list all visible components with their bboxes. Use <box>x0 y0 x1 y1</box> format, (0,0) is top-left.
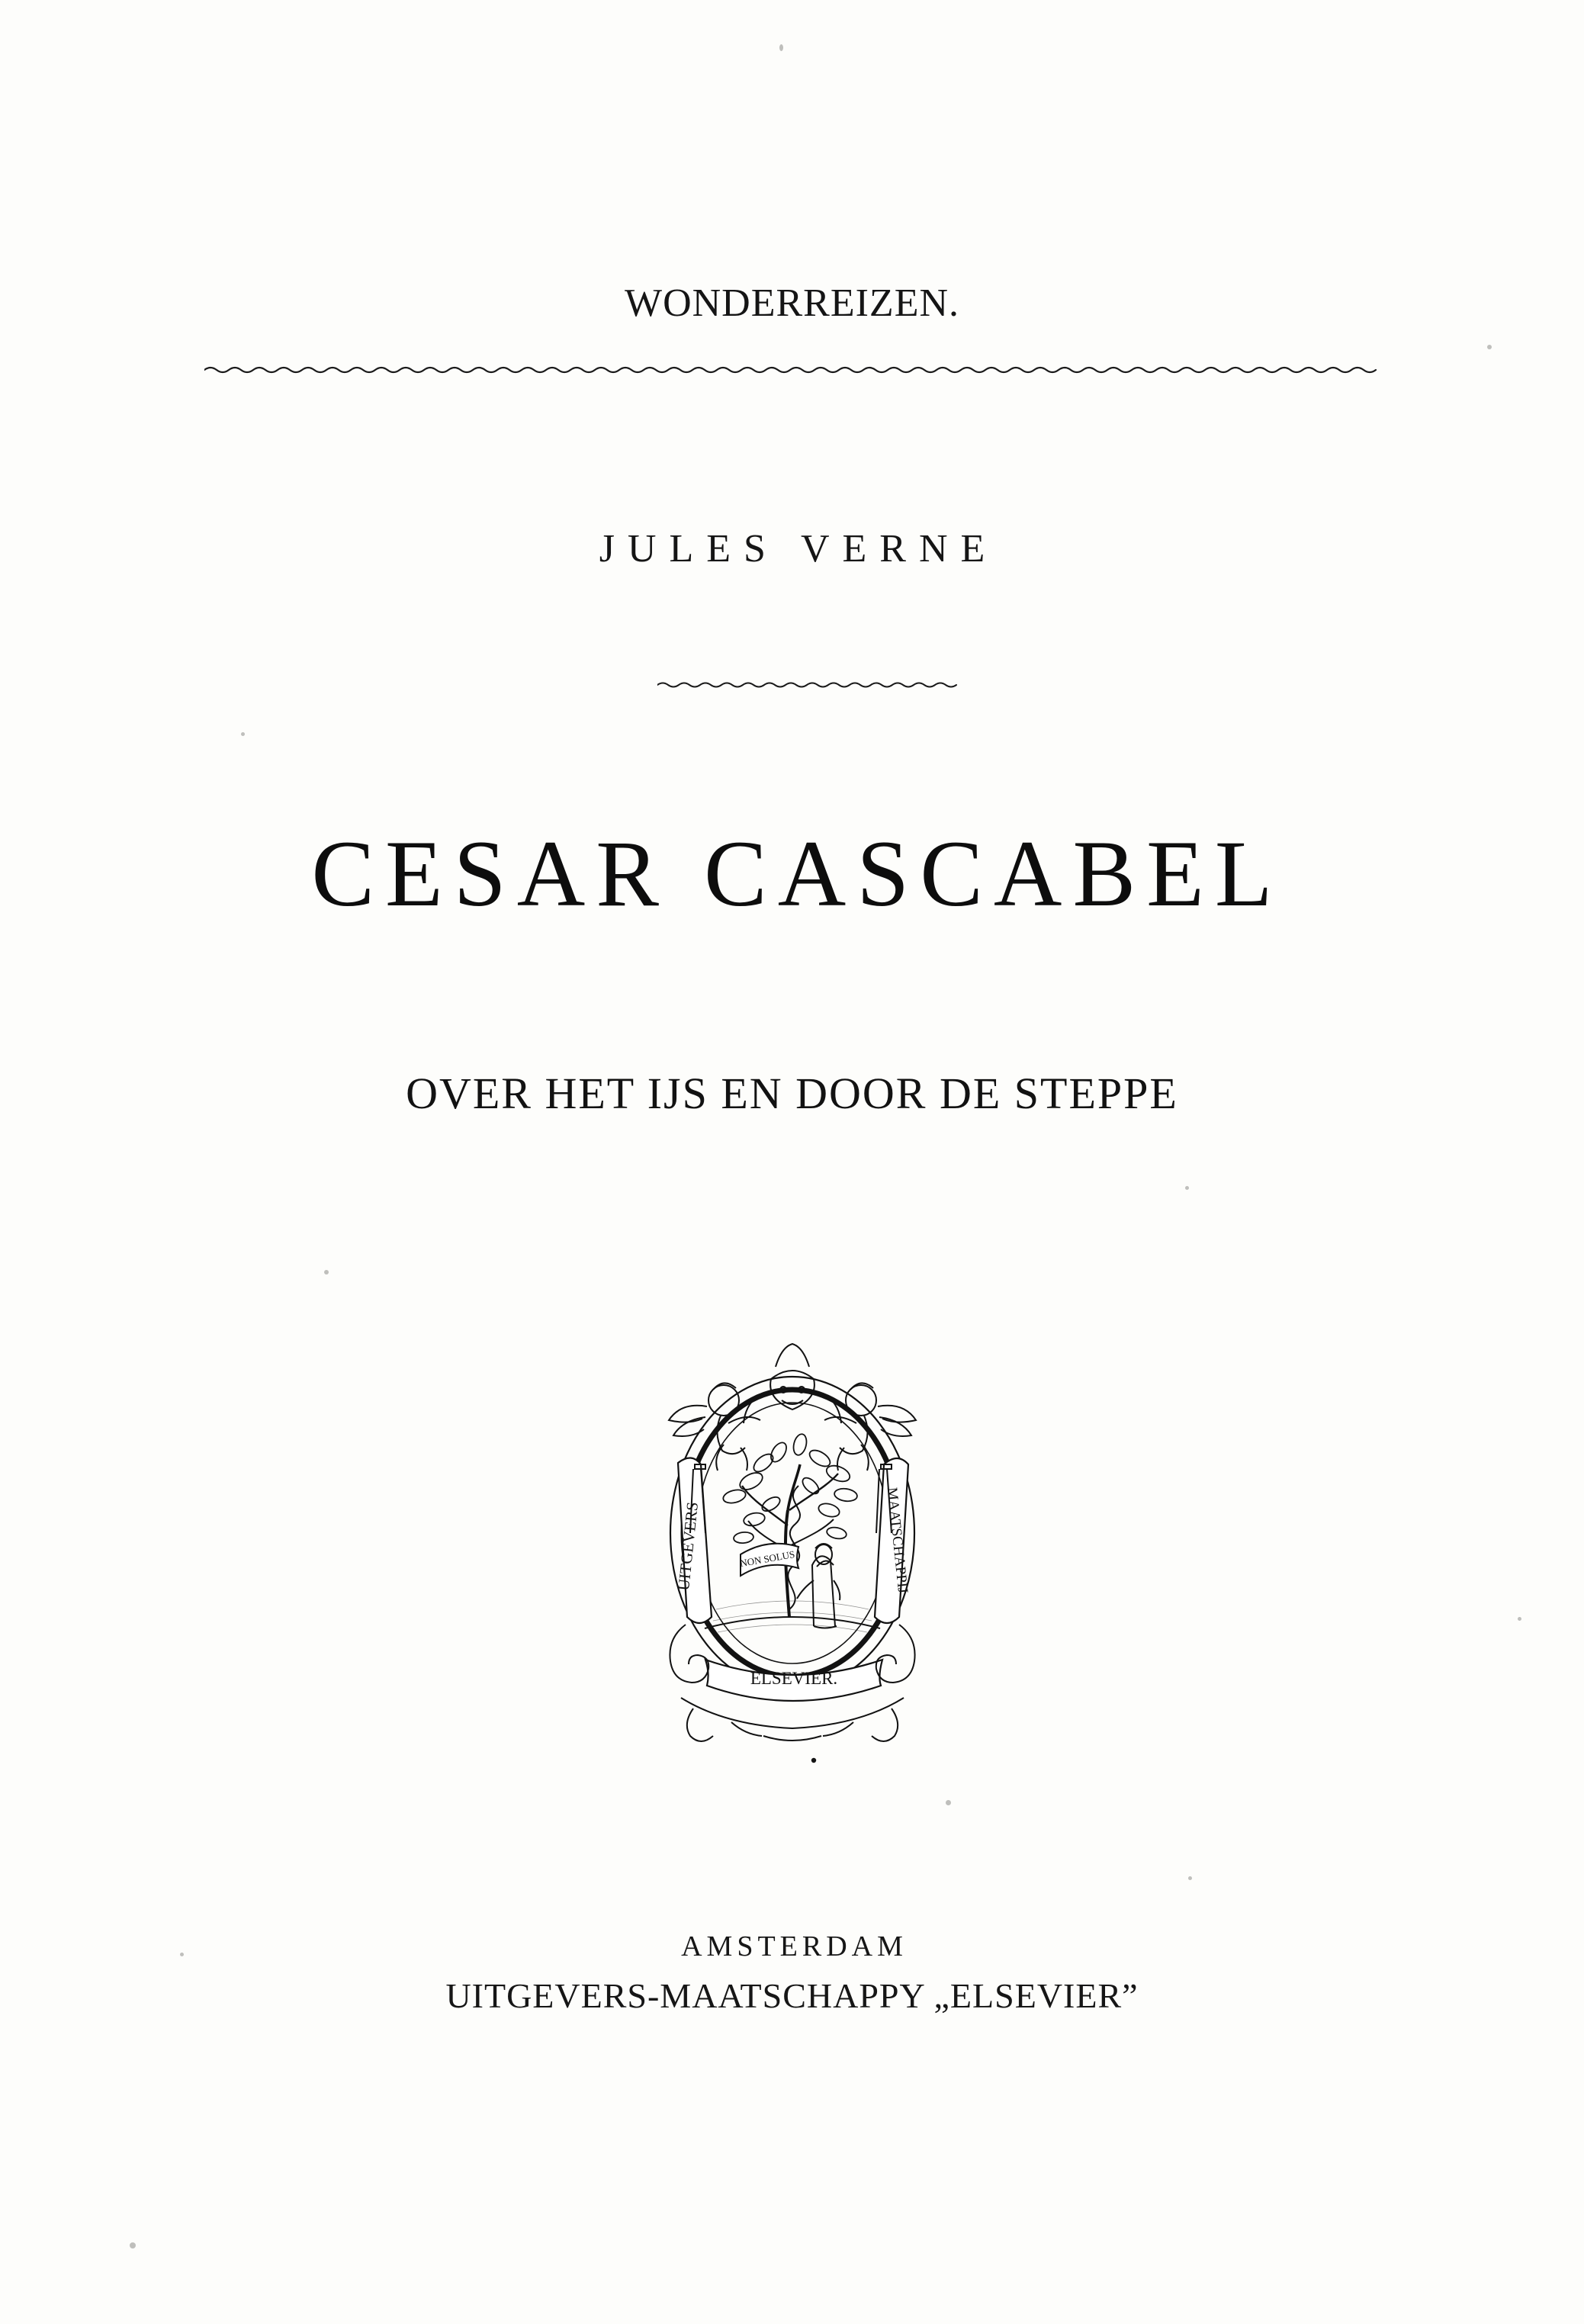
author-name: JULES VERNE <box>599 527 998 571</box>
emblem-bottom-banner-text: ELSEVIER. <box>750 1669 837 1688</box>
paper-speck <box>1188 1876 1192 1880</box>
paper-speck <box>946 1800 951 1805</box>
paper-speck <box>779 44 783 51</box>
emblem-motto-text: NON SOLUS <box>738 1548 795 1570</box>
wavy-divider-short-ornament <box>657 679 962 691</box>
emblem-right-banner-text: MAATSCHAPPIJ <box>883 1487 911 1594</box>
book-title: CESAR CASCABEL <box>311 821 1284 926</box>
paper-speck <box>241 732 245 736</box>
imprint-city: AMSTERDAM <box>681 1930 908 1962</box>
book-subtitle: OVER HET IJS EN DOOR DE STEPPE <box>406 1069 1178 1118</box>
paper-speck <box>1185 1186 1189 1190</box>
publisher-emblem-icon <box>571 1281 1014 1785</box>
imprint-publisher: UITGEVERS-MAATSCHAPPY „ELSEVIER” <box>445 1976 1139 2015</box>
paper-speck <box>130 2242 136 2248</box>
paper-speck <box>1518 1617 1521 1621</box>
series-title: WONDERREIZEN. <box>624 281 960 325</box>
paper-speck <box>324 1270 329 1275</box>
wavy-divider-wide-ornament <box>204 363 1379 377</box>
paper-speck <box>1487 345 1492 349</box>
emblem-left-banner-text: UITGEVERS <box>673 1500 702 1592</box>
